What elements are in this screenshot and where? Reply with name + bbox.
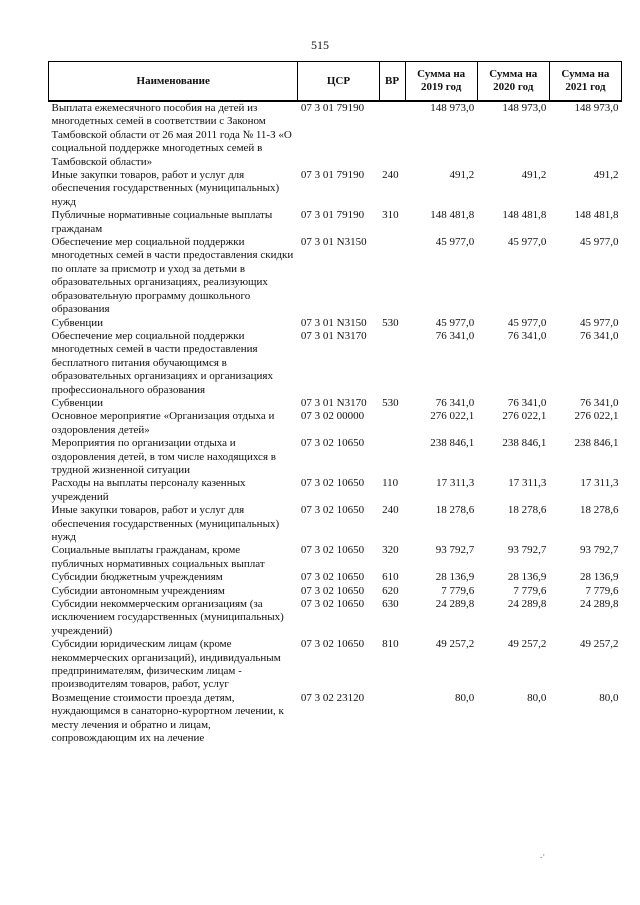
row-name: Субсидии бюджетным учреждениям xyxy=(51,571,223,584)
row-sum-2020: 28 136,9 xyxy=(507,571,547,584)
row-vr: 320 xyxy=(382,544,399,557)
table-row xyxy=(49,638,622,692)
row-vr: 630 xyxy=(382,598,399,611)
row-vr xyxy=(379,330,405,397)
row-csr: 07 3 01 N3150 xyxy=(300,316,367,329)
row-sum-2019: 80,0 xyxy=(454,691,475,704)
row-sum-2020: 45 977,0 xyxy=(507,236,547,249)
row-sum-2020: 45 977,0 xyxy=(507,316,547,329)
row-sum-2019: 491,2 xyxy=(449,169,475,182)
row-vr: 240 xyxy=(382,504,399,517)
row-sum-2019: 148 481,8 xyxy=(430,209,475,222)
row-sum-2019: 45 977,0 xyxy=(435,316,475,329)
row-sum-2019: 45 977,0 xyxy=(435,236,475,249)
row-csr: 07 3 02 10650 xyxy=(300,638,365,651)
row-csr: 07 3 01 N3170 xyxy=(300,396,367,409)
row-sum-2021: 491,2 xyxy=(593,169,619,182)
row-vr xyxy=(379,437,405,477)
header-sum-2019: Сумма на 2019 год xyxy=(405,62,477,102)
row-sum-2019: 7 779,6 xyxy=(441,584,475,597)
row-sum-2020: 49 257,2 xyxy=(507,638,547,651)
row-sum-2019: 18 278,6 xyxy=(435,504,475,517)
row-sum-2021: 7 779,6 xyxy=(585,584,619,597)
row-csr: 07 3 02 10650 xyxy=(300,584,365,597)
row-vr: 310 xyxy=(382,209,399,222)
row-csr: 07 3 01 79190 xyxy=(300,102,365,114)
row-name: Субвенции xyxy=(51,396,104,409)
header-sum-2021: Сумма на 2021 год xyxy=(549,62,621,102)
row-sum-2021: 45 977,0 xyxy=(580,316,619,329)
row-sum-2019: 49 257,2 xyxy=(435,638,475,651)
row-sum-2019: 28 136,9 xyxy=(435,571,475,584)
row-vr: 240 xyxy=(382,169,399,182)
row-sum-2020: 7 779,6 xyxy=(513,584,547,597)
table-row xyxy=(49,544,622,571)
table-row xyxy=(49,437,622,477)
table-row xyxy=(49,101,622,169)
row-vr: 620 xyxy=(382,584,399,597)
row-sum-2020: 24 289,8 xyxy=(507,598,547,611)
row-csr: 07 3 02 00000 xyxy=(300,410,365,423)
row-sum-2019: 76 341,0 xyxy=(435,396,475,409)
row-sum-2020: 76 341,0 xyxy=(507,329,547,342)
row-name: Публичные нормативные социальные выплаты гражданам xyxy=(51,209,273,235)
row-csr: 07 3 02 10650 xyxy=(300,571,365,584)
row-name: Социальные выплаты гражданам, кроме публичных нормативных социальных выплат xyxy=(51,544,265,570)
table-row xyxy=(49,477,622,504)
row-vr: 530 xyxy=(382,396,399,409)
row-sum-2019: 76 341,0 xyxy=(435,329,475,342)
row-csr: 07 3 02 10650 xyxy=(300,504,365,517)
row-sum-2020: 238 846,1 xyxy=(502,437,547,450)
row-csr: 07 3 02 23120 xyxy=(300,691,365,704)
row-vr xyxy=(379,101,405,169)
row-sum-2021: 17 311,3 xyxy=(580,477,619,490)
table-row xyxy=(49,317,622,330)
row-sum-2021: 76 341,0 xyxy=(580,329,619,342)
row-sum-2019: 276 022,1 xyxy=(430,410,475,423)
row-vr xyxy=(379,236,405,316)
row-csr: 07 3 01 N3170 xyxy=(300,329,367,342)
row-sum-2021: 238 846,1 xyxy=(574,437,619,450)
table-row xyxy=(49,169,622,209)
table-row xyxy=(49,504,622,544)
header-csr: ЦСР xyxy=(298,62,379,102)
row-csr: 07 3 02 10650 xyxy=(300,598,365,611)
row-name: Выплата ежемесячного пособия на детей из многодетных семей в соответствии с Законом Тамбовской области от 26 мая 2011 года № 11-З «О социальной поддержке многодетных семей в Тамбовской области» xyxy=(51,102,292,168)
row-vr: 530 xyxy=(382,316,399,329)
header-sum-2020: Сумма на 2020 год xyxy=(477,62,549,102)
row-name: Мероприятия по организации отдыха и оздоровления детей, в том числе находящихся в трудной жизненной ситуации xyxy=(51,437,276,476)
header-vr: ВР xyxy=(379,62,405,102)
row-csr: 07 3 01 N3150 xyxy=(300,236,367,249)
row-name: Субсидии юридическим лицам (кроме некоммерческих организаций), индивидуальным предпринимателям, физическим лицам - производителям товаров, работ, услуг xyxy=(51,638,281,691)
table-row xyxy=(49,410,622,437)
row-sum-2021: 93 792,7 xyxy=(580,544,619,557)
row-vr: 610 xyxy=(382,571,399,584)
row-vr: 810 xyxy=(382,638,399,651)
row-sum-2021: 148 973,0 xyxy=(574,102,619,114)
row-sum-2020: 148 973,0 xyxy=(502,102,547,114)
row-name: Субсидии автономным учреждениям xyxy=(51,584,225,597)
row-name: Обеспечение мер социальной поддержки многодетных семей в части предоставления скидки по оплате за присмотр и уход за детьми в образовательных организациях, реализующих образовательную программу дошкольного образования xyxy=(51,236,294,316)
table-header xyxy=(49,62,622,102)
row-csr: 07 3 01 79190 xyxy=(300,209,365,222)
row-sum-2020: 276 022,1 xyxy=(502,410,547,423)
row-sum-2020: 80,0 xyxy=(527,691,547,704)
row-sum-2020: 17 311,3 xyxy=(508,477,547,490)
row-sum-2019: 17 311,3 xyxy=(436,477,475,490)
budget-table xyxy=(48,61,622,746)
header-name: Наименование xyxy=(49,62,298,102)
row-sum-2020: 148 481,8 xyxy=(502,209,547,222)
table-row xyxy=(49,585,622,598)
row-vr: 110 xyxy=(382,477,399,490)
page-number: 515 xyxy=(311,38,329,52)
row-sum-2021: 49 257,2 xyxy=(580,638,619,651)
row-name: Возмещение стоимости проезда детям, нуждающимся в санаторно-курортном лечении, к месту лечения и обратно и лицам, сопровождающим их на лечение xyxy=(51,691,284,745)
row-csr: 07 3 02 10650 xyxy=(300,544,365,557)
row-csr: 07 3 02 10650 xyxy=(300,477,365,490)
header-row xyxy=(49,62,622,102)
row-sum-2020: 491,2 xyxy=(521,169,547,182)
table-row xyxy=(49,330,622,397)
row-sum-2021: 148 481,8 xyxy=(574,209,619,222)
row-sum-2021: 76 341,0 xyxy=(580,396,619,409)
table-row xyxy=(49,571,622,584)
row-sum-2019: 24 289,8 xyxy=(435,598,475,611)
row-csr: 07 3 02 10650 xyxy=(300,437,365,450)
row-name: Субвенции xyxy=(51,316,104,329)
row-sum-2019: 148 973,0 xyxy=(430,102,475,114)
row-name: Иные закупки товаров, работ и услуг для обеспечения государственных (муниципальных) нужд xyxy=(51,504,280,543)
table-row xyxy=(49,236,622,316)
table-row xyxy=(49,598,622,638)
row-vr xyxy=(379,692,405,746)
table-row xyxy=(49,692,622,746)
row-csr: 07 3 01 79190 xyxy=(300,169,365,182)
table-row xyxy=(49,209,622,236)
row-sum-2021: 18 278,6 xyxy=(580,504,619,517)
row-sum-2021: 28 136,9 xyxy=(580,571,619,584)
row-name: Основное мероприятие «Организация отдыха и оздоровления детей» xyxy=(51,410,275,436)
row-name: Субсидии некоммерческим организациям (за исключением государственных (муниципальных) учреждений) xyxy=(51,598,284,637)
row-vr xyxy=(379,410,405,437)
table-row xyxy=(49,397,622,410)
row-name: Обеспечение мер социальной поддержки многодетных семей в части предоставления бесплатного питания обучающимся в образовательных организациях и организациях профессионального образования xyxy=(51,329,273,396)
row-name: Иные закупки товаров, работ и услуг для обеспечения государственных (муниципальных) нужд xyxy=(51,169,280,208)
scan-mark: .· xyxy=(540,850,546,860)
row-sum-2020: 18 278,6 xyxy=(507,504,547,517)
row-sum-2019: 238 846,1 xyxy=(430,437,475,450)
row-sum-2020: 93 792,7 xyxy=(507,544,547,557)
row-sum-2021: 276 022,1 xyxy=(574,410,619,423)
table-body xyxy=(49,101,622,746)
row-name: Расходы на выплаты персоналу казенных учреждений xyxy=(51,477,246,503)
row-sum-2021: 24 289,8 xyxy=(580,598,619,611)
row-sum-2019: 93 792,7 xyxy=(435,544,475,557)
row-sum-2021: 80,0 xyxy=(599,691,619,704)
row-sum-2021: 45 977,0 xyxy=(580,236,619,249)
row-sum-2020: 76 341,0 xyxy=(507,396,547,409)
